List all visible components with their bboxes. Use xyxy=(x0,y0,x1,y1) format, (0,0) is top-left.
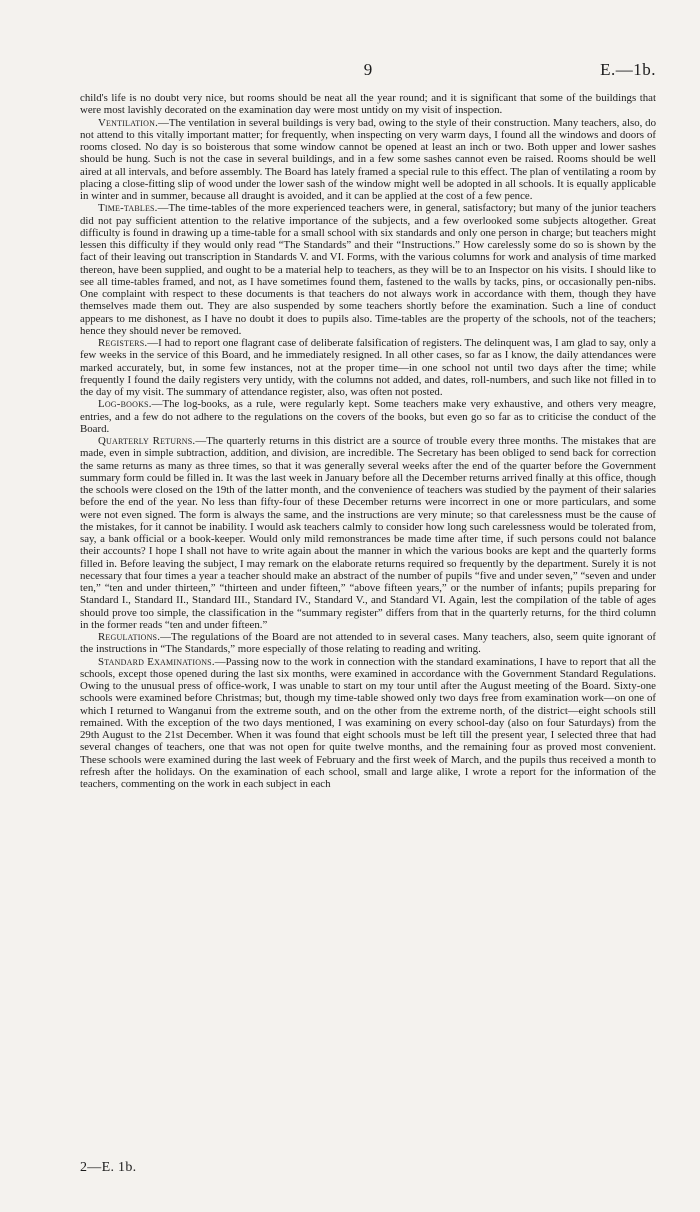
paragraph-text: —The time-tables of the more experienced teachers were, in general, satisfactory; but many of the junior teachers did not pay sufficient attention to the relative importance of the subjects, and a few overlooked some subjects altogether. Great difficulty is found in drawing up a time-table for a small school with six standards and only one person in charge; but teachers might lessen this difficulty if they would only read “The Standards” and their “Instructions.” How carelessly some do so is shown by the fact of their leaving out transcription in Standards V. and VI. Forms, with the various columns for work and analysis of time marked thereon, have been supplied, and ought to be a material help to teachers, as they will be to an Inspector on his visits. I should like to see all time-tables framed, and not, as I have sometimes found them, fastened to the walls by tacks, pins, or occasionally pen-nibs. One complaint with respect to these documents is that teachers do not always work in accordance with them, though they have themselves made them out. They are also suspended by some teachers shortly before the examination. Such a line of conduct appears to me dishonest, as I have no doubt it does to pupils also. Time-tables are the property of the schools, not of the teachers; hence they should never be removed. xyxy=(80,202,656,337)
section-heading: Regulations. xyxy=(98,631,161,643)
paragraph-quarterly-returns xyxy=(80,435,656,631)
paragraph-ventilation xyxy=(80,117,656,203)
paragraph-regulations xyxy=(80,631,656,656)
paragraph-time-tables xyxy=(80,202,656,337)
section-heading: Ventilation. xyxy=(98,116,159,129)
paragraph-text: —The quarterly returns in this district are a source of trouble every three months. The mistakes that are made, even in simple subtraction, addition, and division, are incredible. The Secretary has been obliged to send back for correction the same returns as many as three times, so that it was generally several weeks after the end of the quarter before the Government summary form could be filled in. It was the last week in January before all the December returns arrived finally at this office, though the schools were closed on the 19th of the latter month, and the convenience of teachers was studied by the payment of their salaries before the end of the year. No less than fifty-four of these December returns were incorrect in one or more particulars, and some were not even signed. The form is always the same, and the instructions are very minute; so that carelessness must be the cause of the mistakes, for it cannot be inability. I would ask teachers calmly to consider how long such carelessness would be tolerated from, say, a bank official or a book-keeper. Would only mild remonstrances be made time after time, if such persons could not balance their accounts? I hope I shall not have to write again about the manner in which the various books are kept and the quarterly forms filled in. Before leaving the subject, I may remark on the elaborate returns required so frequently by the department. Surely it is not necessary that four times a year a teacher should make an abstract of the number of pupils “five and under seven,” “seven and under ten,” “ten and under thirteen,” “thirteen and under fifteen,” “above fifteen years,” or the number of infants; pupils preparing for Standard I., Standard II., Standard III., Standard IV., Standard V., and Standard VI. Again, lest the compilation of the table of ages should prove too simple, the classification in the “summary register” differs from that in the quarterly returns, for the third column in the former reads “ten and under fifteen.” xyxy=(80,435,656,631)
document-reference: E.—1b. xyxy=(600,60,656,79)
paragraph-text: —The ventilation in several buildings is very bad, owing to the style of their construction. Many teachers, also, do not attend to this vitally important matter; for frequently, when inspecting on very warm days, I found all the windows and doors of rooms closed. No day is so boisterous that some window cannot be opened at least an inch or two. Both upper and lower sashes should be hung. Such is not the case in several buildings, and in a few some sashes cannot even be raised. Rooms should be well aired at all intervals, and before assembly. The Board has lately framed a special rule to this effect. The plan of ventilating a room by placing a close-fitting slip of wood under the lower sash of the window might well be adopted in all schools. It is equally applicable in winter and in summer, because all draught is avoided, and it can be applied at the cost of a few pence. xyxy=(80,116,656,202)
section-heading: Time-tables. xyxy=(98,202,158,215)
paragraph-log-books xyxy=(80,398,656,435)
paragraph-standard-examinations xyxy=(80,656,656,791)
paragraph-text: —The regulations of the Board are not attended to in several cases. Many teachers, also, seem quite ignorant of the instructions in “The Standards,” more especially of those relating to reading and writing. xyxy=(80,631,656,656)
paragraph-text: —The log-books, as a rule, were regularly kept. Some teachers make very exhaustive, and others very meagre, entries, and a few do not adhere to the regulations on the covers of the books, but even go so far as to criticise the conduct of the Board. xyxy=(80,398,656,435)
section-heading: Quarterly Returns. xyxy=(98,435,196,447)
body-text xyxy=(80,92,656,790)
paragraph-text: —Passing now to the work in connection with the standard examinations, I have to report that all the schools, except those opened during the last six months, were examined in accordance with the Government Standard Regulations. Owing to the unusual press of office-work, I was unable to start on my tour until after the August meeting of the Board. Sixty-one schools were examined before Christmas; but, though my time-table showed only two days free from examination work—on one of which I returned to Wanganui from the extreme south, and on the other from the extreme north, of the district—eight schools still remained. With the exception of the two days mentioned, I was examining on every school-day (also on four Saturdays) from the 29th August to the 21st December. When it was found that eight schools must be left till the present year, I selected three that had several changes of teachers, one that was not open for quite twelve months, and the remaining four as proved most convenient. These schools were examined during the last week of February and the first week of March, and the pupils thus received a month to refresh after the holidays. On the examination of each school, small and large alike, I wrote a report for the information of the teachers, commenting on the work in each subject in each xyxy=(80,655,656,790)
running-head xyxy=(80,60,656,86)
section-heading: Log-books. xyxy=(98,398,152,411)
section-heading: Standard Examinations. xyxy=(98,655,215,668)
paragraph-registers xyxy=(80,337,656,398)
paragraph-text: child's life is no doubt very nice, but rooms should be neat all the year round; and it is significant that some of the buildings that were most lavishly decorated on the examination day were most untidy on my visit of inspection. xyxy=(80,92,656,117)
signature-mark: 2—E. 1b. xyxy=(80,1160,137,1175)
paragraph-continuation xyxy=(80,92,656,117)
paragraph-text: —I had to report one flagrant case of deliberate falsification of registers. The delinquent was, I am glad to say, only a few weeks in the service of this Board, and he immediately resigned. In all other cases, so far as I know, the daily attendances were marked accurately, but, in some few instances, not at the proper time—in one school not until two days after the time; while frequently I found the daily registers very untidy, with the columns not added, and dates, roll-numbers, and such like not filled in to the day of my visit. The summary of attendance register, also, was often not posted. xyxy=(80,337,656,398)
section-heading: Registers. xyxy=(98,337,148,349)
page-number: 9 xyxy=(363,60,373,79)
